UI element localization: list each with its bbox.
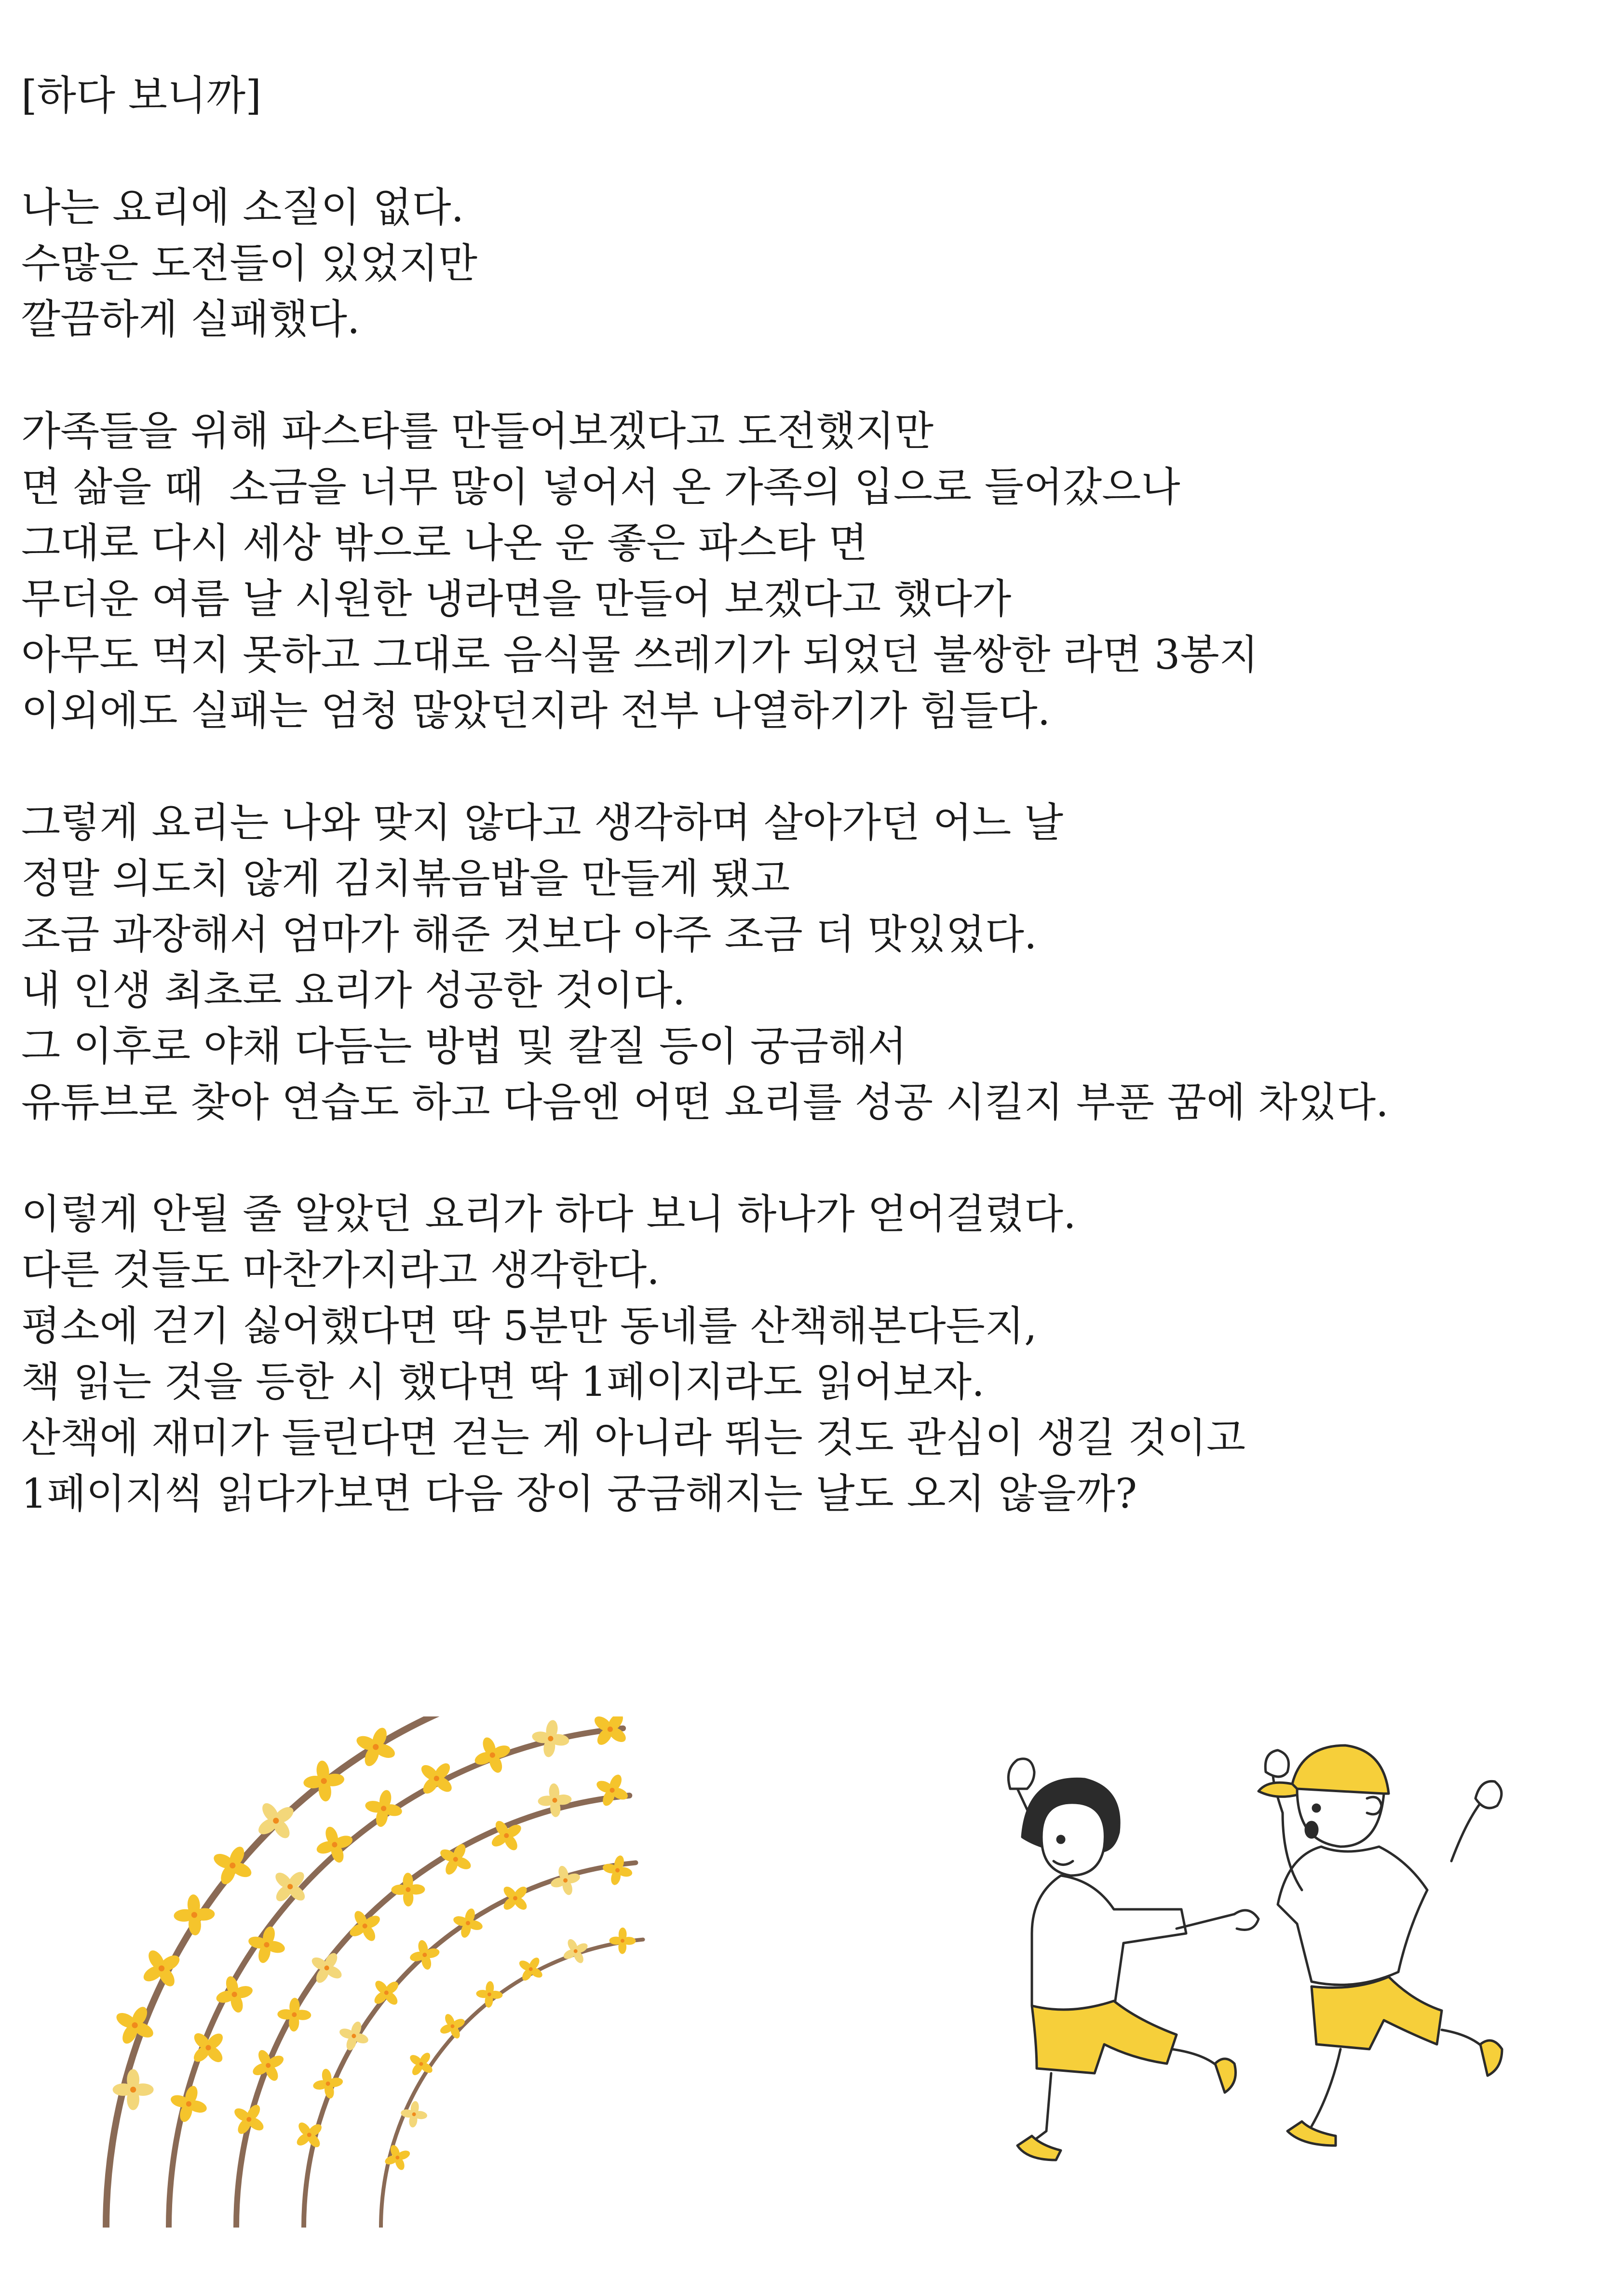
boy-figure	[1259, 1745, 1502, 2146]
flower-icon	[475, 1980, 504, 2009]
essay-line: 다른 것들도 마찬가지라고 생각한다.	[21, 1246, 660, 1294]
flower-icon	[399, 2099, 429, 2129]
essay-line: 정말 의도치 않게 김치볶음밥을 만들게 됐고	[21, 855, 790, 902]
flower-icon	[244, 1922, 289, 1968]
essay-line: 유튜브로 찾아 연습도 하고 다음엔 어떤 요리를 성공 시킬지 부푼 꿈에 차있다.	[21, 1079, 1389, 1126]
essay-line: 내 인생 최초로 요리가 성공한 것이다.	[21, 967, 686, 1014]
girl-figure	[1008, 1759, 1259, 2160]
essay-line: 면 삶을 때 소금을 너무 많이 넣어서 온 가족의 입으로 들어갔으나	[21, 463, 1180, 511]
running-children-illustration	[907, 1716, 1533, 2199]
branch-arc	[381, 1940, 643, 2228]
essay-line: 무더운 여름 날 시원한 냉라면을 만들어 보겠다고 했다가	[21, 575, 1012, 622]
essay-line: 아무도 먹지 못하고 그대로 음식물 쓰레기가 되었던 불쌍한 라면 3봉지	[21, 631, 1259, 678]
flower-icon	[264, 1860, 317, 1913]
flower-icon	[245, 2043, 291, 2088]
flower-icon	[349, 1720, 402, 1774]
flower-icon	[449, 1904, 487, 1942]
flower-icon	[342, 1903, 388, 1949]
flower-icon	[590, 1768, 635, 1812]
flower-icon	[391, 1872, 425, 1906]
flower-icon	[584, 1716, 636, 1756]
essay-text	[21, 68, 1603, 1522]
essay-line: 나는 요리에 소질이 없다.	[21, 184, 464, 231]
essay-line: 가족들을 위해 파스타를 만들어보겠다고 도전했지만	[21, 407, 934, 455]
essay-line: 평소에 걷기 싫어했다면 딱 5분만 동네를 산책해본다든지,	[21, 1302, 1037, 1350]
essay-line: 그 이후로 야채 다듬는 방법 및 칼질 등이 궁금해서	[21, 1023, 907, 1070]
essay-line: 수많은 도전들이 있었지만	[21, 240, 477, 287]
flower-icon	[609, 1927, 636, 1954]
forsythia-illustration	[53, 1716, 747, 2228]
essay-line: 1페이지씩 읽다가보면 다음 장이 궁금해지는 날도 오지 않을까?	[21, 1470, 1137, 1517]
essay-line: 산책에 재미가 들린다면 걷는 게 아니라 뛰는 것도 관심이 생길 것이고	[21, 1414, 1246, 1461]
essay-line: 조금 과장해서 엄마가 해준 것보다 아주 조금 더 맛있었다.	[21, 911, 1037, 958]
essay-line: 이렇게 안될 줄 알았던 요리가 하다 보니 하나가 얻어걸렸다.	[21, 1190, 1076, 1238]
essay-line: 책 읽는 것을 등한 시 했다면 딱 1페이지라도 읽어보자.	[21, 1358, 985, 1405]
essay-line: 그렇게 요리는 나와 맞지 않다고 생각하며 살아가던 어느 날	[21, 799, 1064, 846]
flower-icon	[529, 1717, 572, 1760]
flower-icon	[288, 2114, 330, 2156]
flower-icon	[494, 1877, 536, 1919]
flower-icon	[311, 1821, 358, 1868]
essay-title: [하다 보니까]	[21, 72, 261, 119]
flower-icon	[599, 1852, 636, 1889]
essay-line: 깔끔하게 실패했다.	[21, 296, 360, 343]
flower-icon	[277, 1997, 311, 2032]
essay-line: 이외에도 실패는 엄청 많았던지라 전부 나열하기가 힘들다.	[21, 687, 1051, 734]
essay-line: 그대로 다시 세상 밖으로 나온 운 좋은 파스타 면	[21, 519, 868, 567]
